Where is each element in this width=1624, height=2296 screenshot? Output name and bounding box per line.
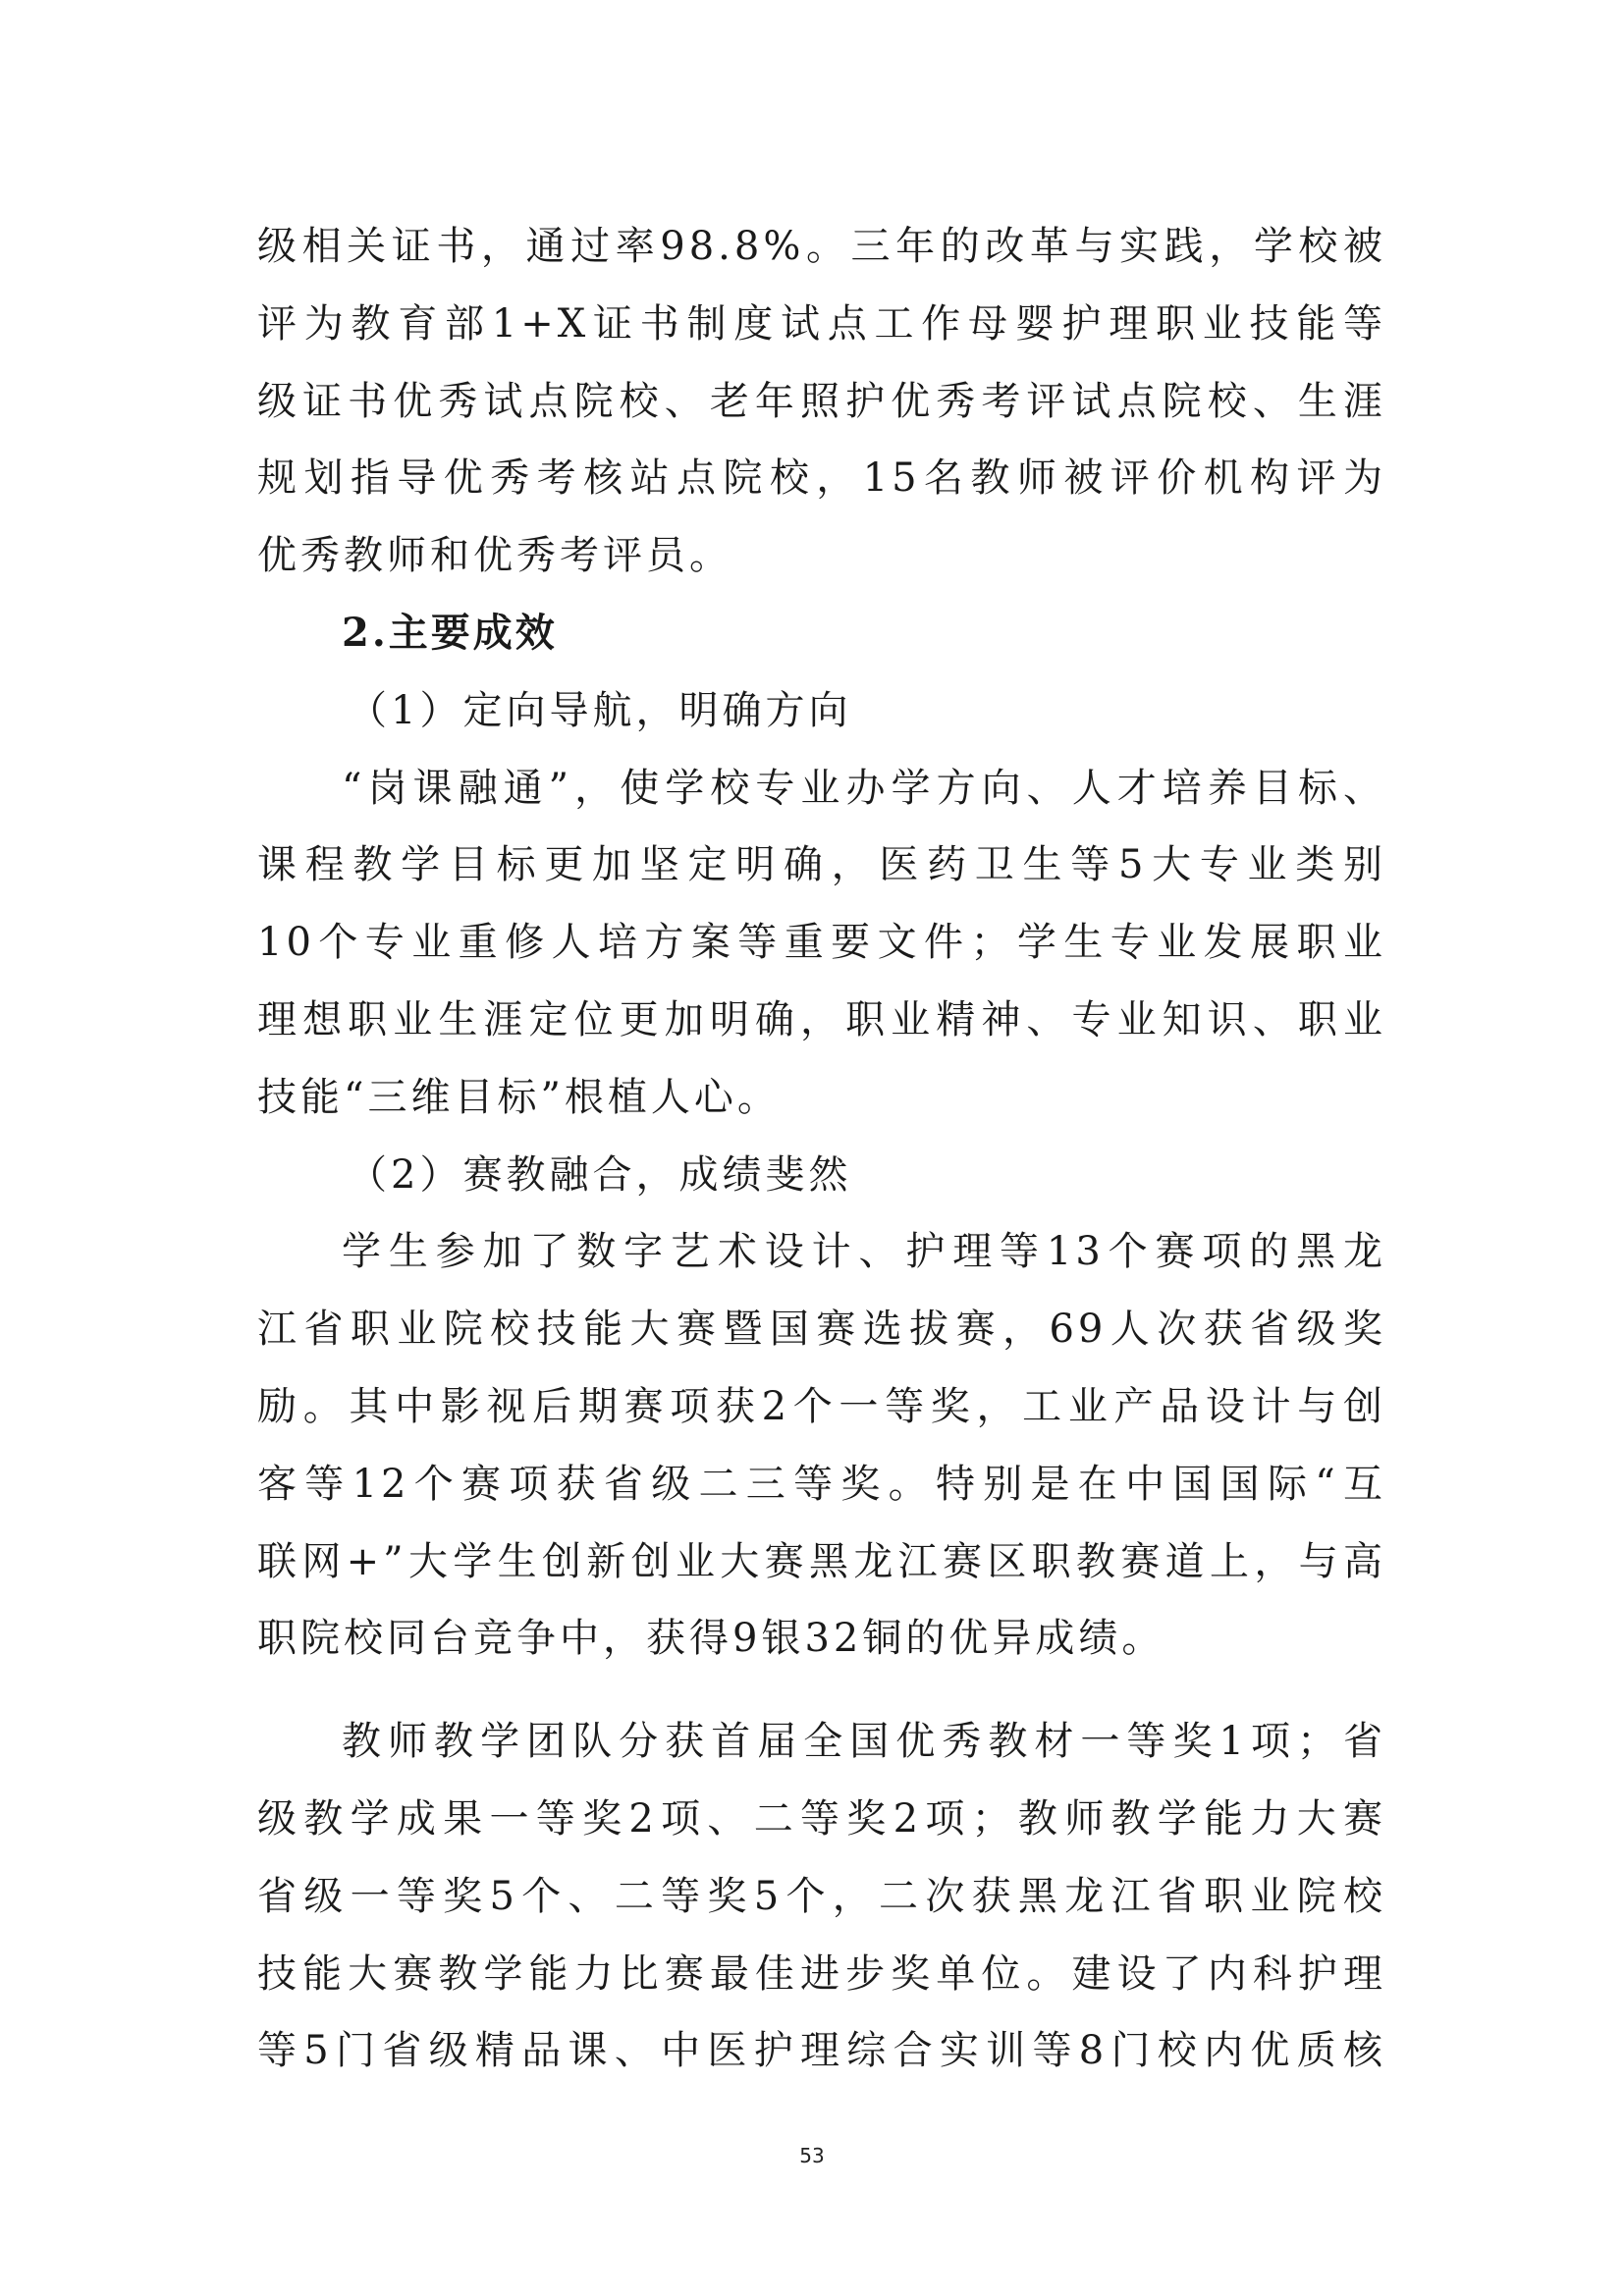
subsection-heading: （2）赛教融合，成绩斐然 <box>348 1151 852 1198</box>
paragraph-line: 技能“三维目标”根植人心。 <box>257 1074 781 1120</box>
paragraph-line: 级证书优秀试点院校、老年照护优秀考评试点院校、生涯 <box>257 378 1386 424</box>
paragraph-line: 江省职业院校技能大赛暨国赛选拔赛，69人次获省级奖 <box>257 1307 1386 1353</box>
paragraph-line: “岗课融通”，使学校专业办学方向、人才培养目标、 <box>342 765 1386 811</box>
paragraph-line: 省级一等奖5个、二等奖5个，二次获黑龙江省职业院校 <box>257 1873 1386 1919</box>
paragraph-line: 级相关证书，通过率98.8%。三年的改革与实践，学校被 <box>257 224 1386 269</box>
paragraph-line: 课程教学目标更加坚定明确，医药卫生等5大专业类别 <box>257 842 1386 888</box>
subsection-heading: （1）定向导航，明确方向 <box>348 687 852 733</box>
paragraph-line: 理想职业生涯定位更加明确，职业精神、专业知识、职业 <box>257 996 1386 1042</box>
paragraph-line: 励。其中影视后期赛项获2个一等奖，工业产品设计与创 <box>257 1383 1386 1429</box>
paragraph-line: 学生参加了数字艺术设计、护理等13个赛项的黑龙 <box>342 1229 1386 1275</box>
paragraph-line: 优秀教师和优秀考评员。 <box>257 533 732 579</box>
paragraph-line: 规划指导优秀考核站点院校，15名教师被评价机构评为 <box>257 455 1386 502</box>
document-body <box>257 208 1386 2090</box>
page-number: 53 <box>799 2144 825 2167</box>
paragraph-spacing <box>257 1678 1386 1703</box>
paragraph-line: 联网+”大学生创新创业大赛黑龙江赛区职教赛道上，与高 <box>257 1538 1386 1584</box>
paragraph-line: 教师教学团队分获首届全国优秀教材一等奖1项；省 <box>342 1719 1386 1765</box>
paragraph-line: 级教学成果一等奖2项、二等奖2项；教师教学能力大赛 <box>257 1795 1386 1842</box>
paragraph-line: 10个专业重修人培方案等重要文件；学生专业发展职业 <box>257 920 1386 966</box>
paragraph-line: 客等12个赛项获省级二三等奖。特别是在中国国际“互 <box>257 1461 1386 1507</box>
section-heading: 2.主要成效 <box>342 609 558 656</box>
paragraph-line: 评为教育部1+X证书制度试点工作母婴护理职业技能等 <box>257 300 1386 347</box>
paragraph-line: 等5门省级精品课、中医护理综合实训等8门校内优质核 <box>257 2028 1386 2074</box>
paragraph-line: 职院校同台竞争中，获得9银32铜的优异成绩。 <box>257 1616 1165 1662</box>
paragraph-line: 技能大赛教学能力比赛最佳进步奖单位。建设了内科护理 <box>257 1950 1386 1997</box>
